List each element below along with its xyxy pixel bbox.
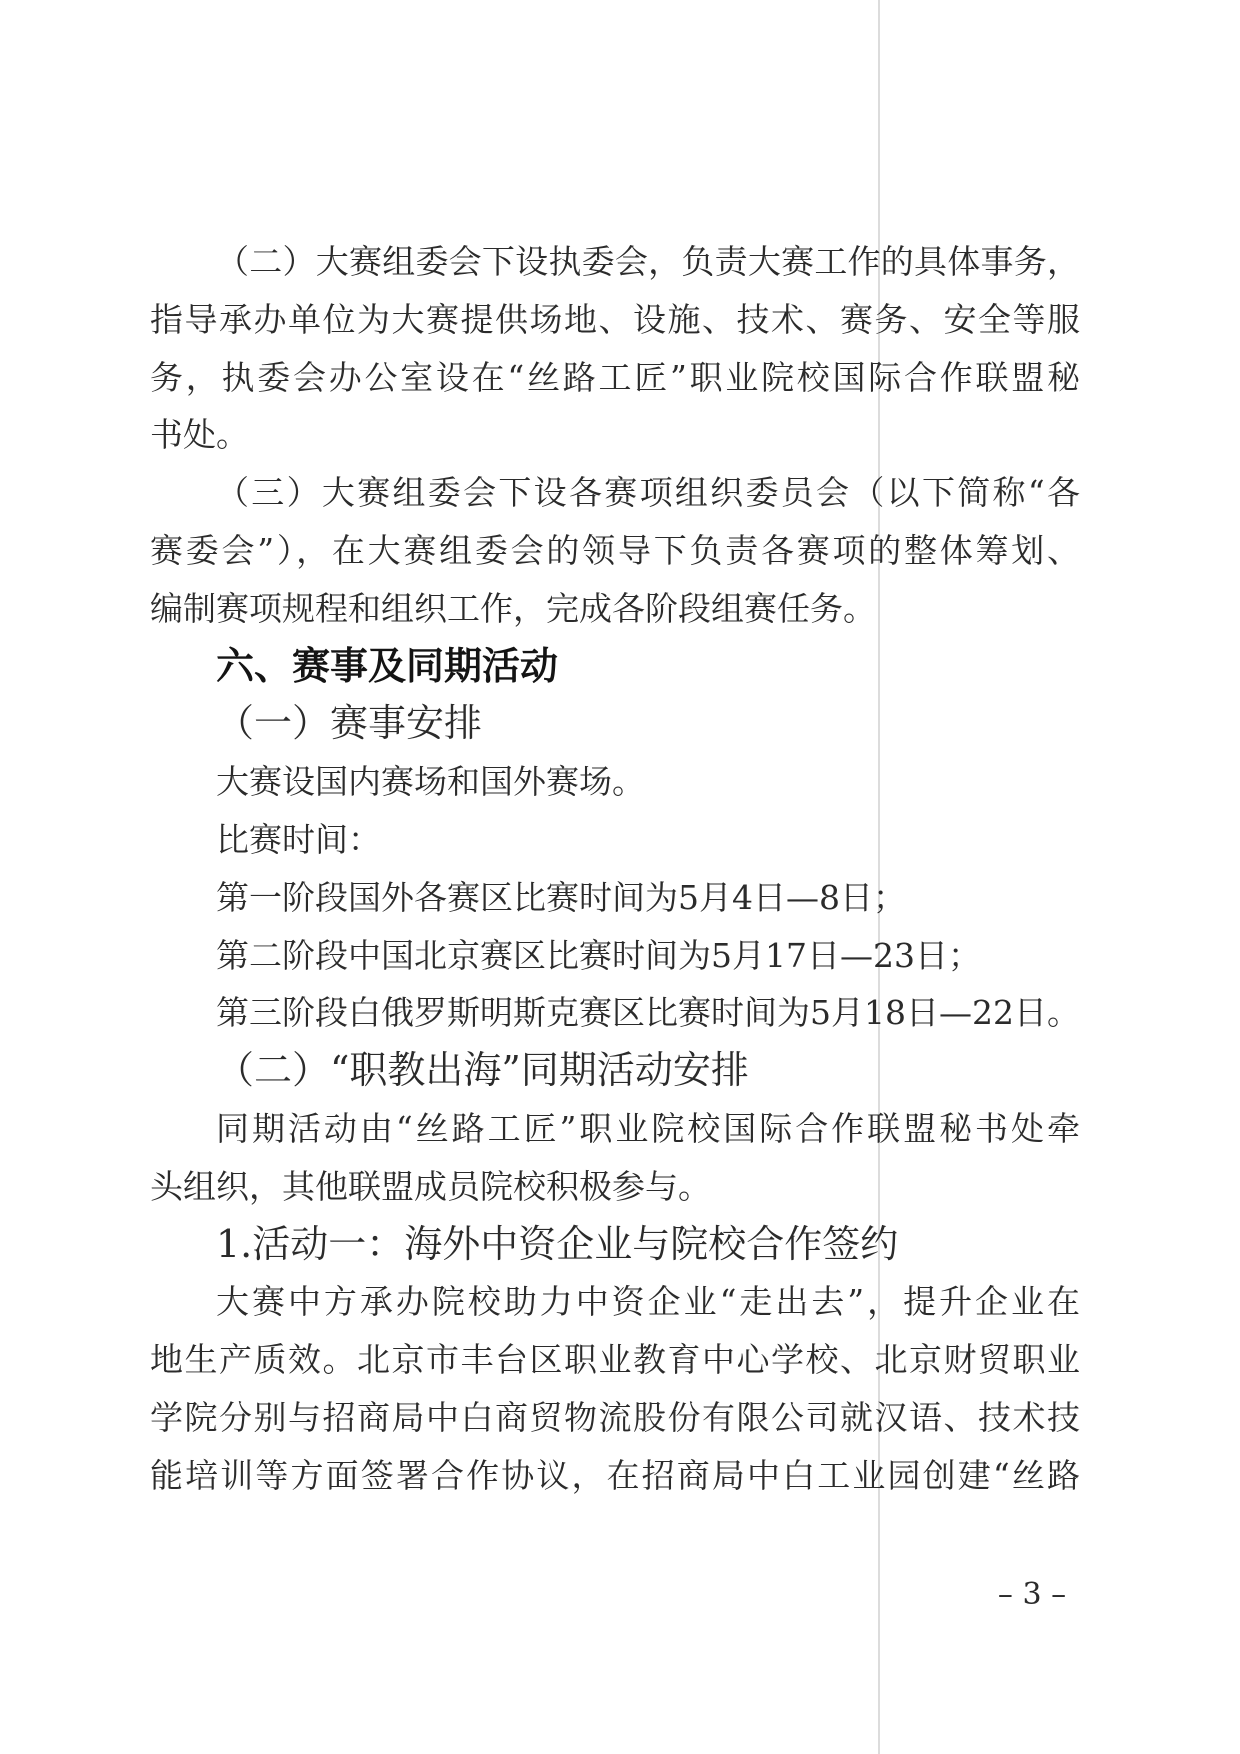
text-line: 指导承办单位为大赛提供场地、设施、技术、赛务、安全等服 [150,299,1080,339]
text-line: 编制赛项规程和组织工作，完成各阶段组赛任务。 [150,588,876,628]
text-line: 比赛时间： [216,819,381,859]
text-line: 头组织，其他联盟成员院校积极参与。 [150,1166,711,1206]
text-line: （一）赛事安排 [216,701,483,746]
document-text-block [150,233,1080,1505]
text-line: 学院分别与招商局中白商贸物流股份有限公司就汉语、技术技 [150,1397,1080,1437]
text-line: 同期活动由“丝路工匠”职业院校国际合作联盟秘书处牵 [216,1108,1080,1148]
text-line: 赛委会”），在大赛组委会的领导下负责各赛项的整体筹划、 [150,530,1080,570]
text-line: 1.活动一：海外中资企业与院校合作签约 [216,1221,899,1266]
text-line: 务，执委会办公室设在“丝路工匠”职业院校国际合作联盟秘 [150,357,1080,397]
text-line: 书处。 [150,415,249,455]
page-number: – 3 – [997,1577,1067,1612]
text-line: 能培训等方面签署合作协议，在招商局中白工业园创建“丝路 [150,1455,1080,1495]
text-line: 第一阶段国外各赛区比赛时间为5月4日—8日； [216,877,906,917]
text-line: （二）“职教出海”同期活动安排 [216,1048,749,1093]
text-line: 大赛中方承办院校助力中资企业“走出去”，提升企业在 [216,1282,1080,1322]
text-line: 大赛设国内赛场和国外赛场。 [216,762,645,802]
text-line: 第二阶段中国北京赛区比赛时间为5月17日—23日； [216,935,981,975]
text-line: （二）大赛组委会下设执委会，负责大赛工作的具体事务， [216,242,1080,281]
text-line: 六、赛事及同期活动 [216,643,559,688]
text-line: 地生产质效。北京市丰台区职业教育中心学校、北京财贸职业 [150,1340,1080,1380]
text-line: （三）大赛组委会下设各赛项组织委员会（以下简称“各 [216,473,1080,513]
text-line: 第三阶段白俄罗斯明斯克赛区比赛时间为5月18日—22日。 [216,993,1080,1033]
